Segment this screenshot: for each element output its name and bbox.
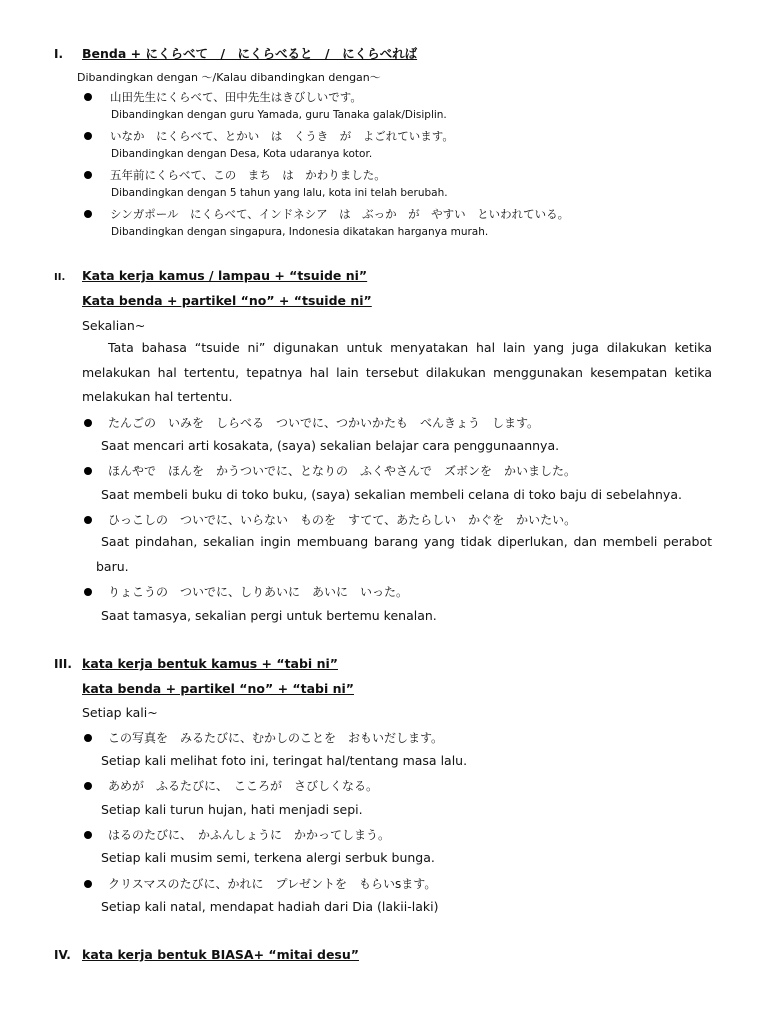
translation: Setiap kali natal, mendapat hadiah dari Dia (lakii-laki): [101, 899, 439, 914]
bullet-icon: [84, 171, 92, 179]
list-item: [84, 511, 576, 528]
translation: Setiap kali musim semi, terkena alergi serbuk bunga.: [101, 850, 435, 865]
section-3-heading: [54, 656, 338, 671]
section-2-heading: [54, 268, 367, 283]
section-4-heading: [54, 947, 359, 962]
bullet-icon: [84, 132, 92, 140]
list-item: [84, 826, 390, 843]
section-numeral: II.: [54, 272, 66, 283]
japanese-sentence: この写真を みるたびに、むかしのことを おもいだします。: [108, 731, 444, 745]
bullet-icon: [84, 782, 92, 790]
japanese-sentence: りょこうの ついでに、しりあいに あいに いった。: [108, 585, 409, 599]
japanese-sentence: クリスマスのたびに、かれに プレゼントを もらいsます。: [108, 877, 437, 891]
list-item: [84, 414, 539, 431]
translation: Dibandingkan dengan guru Yamada, guru Tanaka galak/Disiplin.: [111, 109, 447, 121]
japanese-sentence: はるのたびに、 かふんしょうに かかってしまう。: [108, 828, 391, 842]
list-item: [84, 89, 362, 105]
translation: Saat membeli buku di toko buku, (saya) sekalian membeli celana di toko baju di sebelahnya.: [101, 487, 682, 502]
section-numeral: I.: [54, 47, 64, 61]
translation: Saat mencari arti kosakata, (saya) sekalian belajar cara penggunaannya.: [101, 438, 560, 453]
translation: Saat tamasya, sekalian pergi untuk bertemu kenalan.: [101, 608, 437, 623]
section-subtitle: Kata benda + partikel “no” + “tsuide ni”: [82, 293, 372, 308]
japanese-sentence: あめが ふるたびに、 こころが さびしくなる。: [108, 779, 379, 793]
bullet-icon: [84, 880, 92, 888]
section-1-heading: [54, 44, 417, 62]
section-title: kata kerja bentuk kamus + “tabi ni”: [82, 656, 338, 671]
section-numeral: IV.: [54, 948, 71, 962]
list-item: [84, 206, 569, 222]
section-numeral: III.: [54, 657, 72, 671]
bullet-icon: [84, 467, 92, 475]
section-subtitle: kata benda + partikel “no” + “tabi ni”: [82, 681, 354, 696]
list-item: [84, 729, 443, 746]
bullet-icon: [84, 734, 92, 742]
list-item: [84, 583, 408, 600]
section-title: kata kerja bentuk BIASA+ “mitai desu”: [82, 947, 359, 962]
list-item: [84, 875, 436, 892]
translation: Dibandingkan dengan singapura, Indonesia dikatakan harganya murah.: [111, 226, 489, 238]
list-item: [84, 777, 378, 794]
japanese-sentence: 五年前にくらべて、この まち は かわりました。: [110, 168, 386, 182]
japanese-sentence: シンガポール にくらべて、インドネシア は ぶっか が やすい といわれている。: [110, 207, 570, 221]
explanation-paragraph: Tata bahasa “tsuide ni” digunakan untuk menyatakan hal lain yang juga dilakukan ketika melakukan hal tertentu, tepatnya hal lain tersebut dilakukan menggunakan kesempatan ketika melakukan hal tertentu.: [82, 340, 712, 404]
bullet-icon: [84, 831, 92, 839]
japanese-sentence: いなか にくらべて、とかい は くうき が よごれています。: [110, 129, 454, 143]
japanese-sentence: ほんやで ほんを かうついでに、となりの ふくやさんで ズボンを かいました。: [108, 464, 577, 478]
section-1-intro: Dibandingkan dengan ～/Kalau dibandingkan dengan～: [77, 71, 381, 84]
bullet-icon: [84, 516, 92, 524]
translation: Saat pindahan, sekalian ingin membuang barang yang tidak diperlukan, dan membeli perabot baru.: [96, 534, 712, 574]
japanese-sentence: たんごの いみを しらべる ついでに、つかいかたも べんきょう します。: [108, 416, 540, 430]
section-meaning: Setiap kali~: [82, 705, 158, 720]
bullet-icon: [84, 93, 92, 101]
translation: Dibandingkan dengan 5 tahun yang lalu, kota ini telah berubah.: [111, 187, 448, 199]
section-title: Kata kerja kamus / lampau + “tsuide ni”: [82, 268, 368, 283]
section-title: Benda + にくらべて / にくらべると / にくらべれば: [82, 46, 418, 61]
translation: Setiap kali melihat foto ini, teringat hal/tentang masa lalu.: [101, 753, 468, 768]
section-meaning: Sekalian~: [82, 318, 146, 333]
list-item: [84, 128, 454, 144]
list-item: [84, 462, 576, 479]
translation: Dibandingkan dengan Desa, Kota udaranya kotor.: [111, 148, 373, 160]
bullet-icon: [84, 588, 92, 596]
translation: Setiap kali turun hujan, hati menjadi sepi.: [101, 802, 363, 817]
bullet-icon: [84, 419, 92, 427]
bullet-icon: [84, 210, 92, 218]
list-item: [84, 167, 386, 183]
japanese-sentence: ひっこしの ついでに、いらない ものを すてて、あたらしい かぐを かいたい。: [108, 513, 577, 527]
japanese-sentence: 山田先生にくらべて、田中先生はきびしいです。: [110, 90, 362, 104]
